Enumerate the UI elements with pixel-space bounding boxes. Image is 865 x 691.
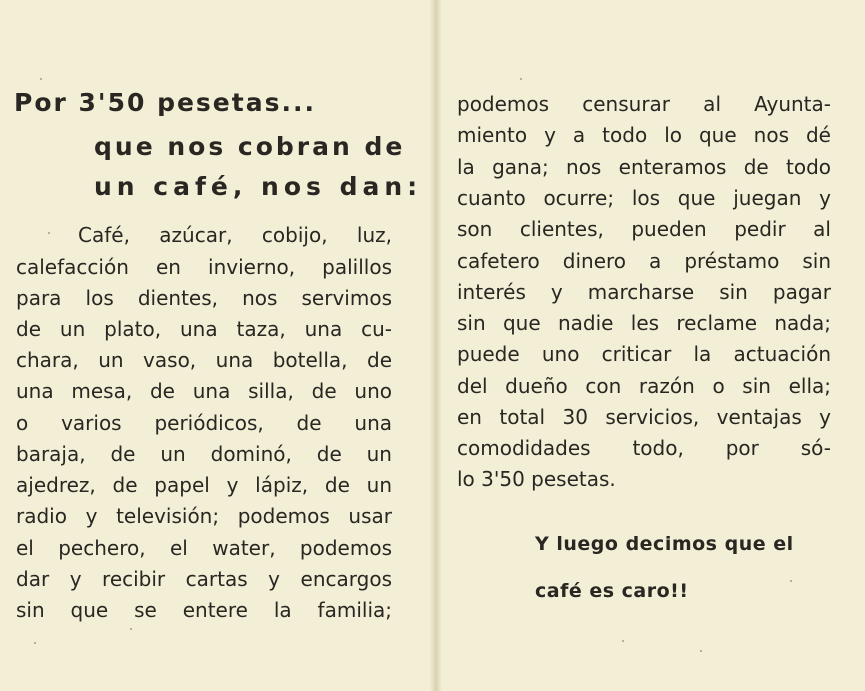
paper-speck xyxy=(622,640,624,642)
left-text-line: baraja, de un dominó, de un xyxy=(16,442,392,466)
paper-speck xyxy=(700,650,702,652)
closing-line-2: café es caro!! xyxy=(535,580,689,602)
right-text-line: en total 30 servicios, ventajas y xyxy=(457,405,831,429)
paper-speck xyxy=(520,78,522,80)
right-text-line: comodidades todo, por só- xyxy=(457,436,831,460)
left-text-line: Café, azúcar, cobijo, luz, xyxy=(78,223,392,247)
paper-speck xyxy=(40,78,42,80)
heading-line-3: un café, nos dan: xyxy=(94,172,423,201)
left-page xyxy=(0,0,430,691)
left-text-line: calefacción en invierno, palillos xyxy=(16,255,392,279)
left-text-line: el pechero, el water, podemos xyxy=(16,536,392,560)
paper-speck xyxy=(48,232,50,234)
paper-speck xyxy=(790,580,792,582)
right-text-line: son clientes, pueden pedir al xyxy=(457,217,831,241)
left-text-line: dar y recibir cartas y encargos xyxy=(16,567,392,591)
right-text-line: la gana; nos enteramos de todo xyxy=(457,155,831,179)
right-text-line: podemos censurar al Ayunta- xyxy=(457,92,831,116)
right-text-line: interés y marcharse sin pagar xyxy=(457,280,831,304)
left-text-line: chara, un vaso, una botella, de xyxy=(16,348,392,372)
left-text-line: sin que se entere la familia; xyxy=(16,598,392,622)
left-text-line: de un plato, una taza, una cu- xyxy=(16,317,392,341)
right-page xyxy=(441,0,865,691)
paper-speck xyxy=(130,628,132,630)
heading-line-1: Por 3'50 pesetas... xyxy=(14,88,316,117)
right-text-line: miento y a todo lo que nos dé xyxy=(457,123,831,147)
left-text-line: ajedrez, de papel y lápiz, de un xyxy=(16,473,392,497)
left-text-line: o varios periódicos, de una xyxy=(16,411,392,435)
center-fold xyxy=(429,0,441,691)
right-text-line: cuanto ocurre; los que juegan y xyxy=(457,186,831,210)
right-text-line: lo 3'50 pesetas. xyxy=(457,467,616,491)
paper-speck xyxy=(34,642,36,644)
closing-line-1: Y luego decimos que el xyxy=(535,533,794,555)
right-text-line: del dueño con razón o sin ella; xyxy=(457,374,831,398)
left-text-line: una mesa, de una silla, de uno xyxy=(16,379,392,403)
left-text-line: para los dientes, nos servimos xyxy=(16,286,392,310)
right-text-line: cafetero dinero a préstamo sin xyxy=(457,249,831,273)
left-text-line: radio y televisión; podemos usar xyxy=(16,504,392,528)
right-text-line: puede uno criticar la actuación xyxy=(457,342,831,366)
right-text-line: sin que nadie les reclame nada; xyxy=(457,311,831,335)
heading-line-2: que nos cobran de xyxy=(94,132,406,161)
